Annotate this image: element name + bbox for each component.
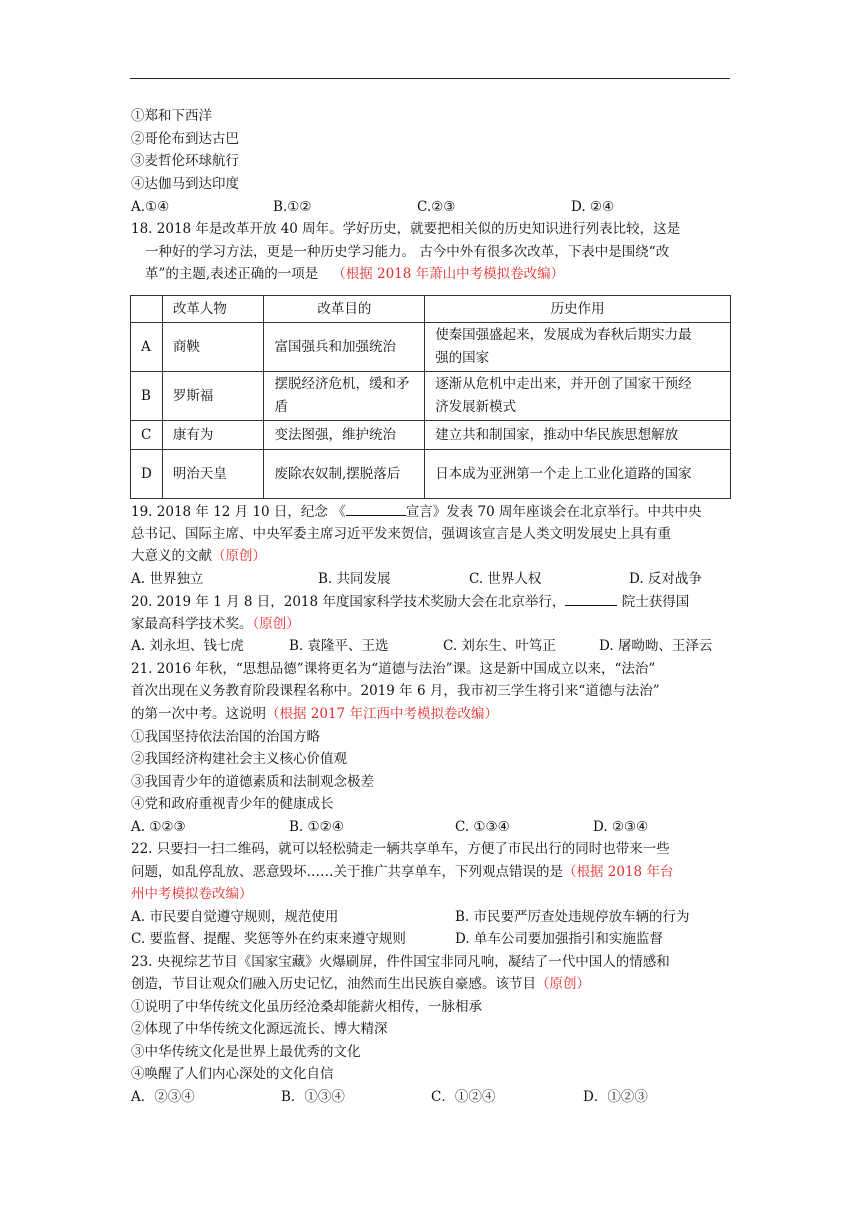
q23-stem-line1: 23. 央视综艺节目《国家宝藏》火爆刷屏，件件国宝非同凡响，凝结了一代中国人的情感和 (131, 954, 670, 970)
row-purpose: 变法图强，维护统治 (264, 421, 425, 450)
purpose-line: 盾 (274, 399, 288, 415)
row-effect: 建立共和制国家，推动中华民族思想解放 (425, 421, 731, 450)
q21-item-3: ③我国青少年的道德素质和法制观念极差 (131, 774, 374, 790)
table-header-cell: 改革目的 (264, 296, 425, 323)
q17-item-3: ③麦哲伦环球航行 (131, 153, 239, 169)
q19-option-d: D. 反对战争 (629, 571, 702, 587)
q21-source: （根据 2017 年江西中考模拟卷改编） (266, 706, 498, 722)
q21-stem-line1: 21. 2016 年秋，“思想品德”课将更名为“道德与法治”课。这是新中国成立以来，“法治” (131, 661, 656, 677)
q22-stem-line2 (131, 862, 673, 882)
table-row (131, 450, 731, 499)
q22-option-b: B. 市民要严厉查处违规停放车辆的行为 (455, 909, 690, 925)
q23-option-a: A．②③④ (131, 1089, 195, 1105)
q21-item-1: ①我国坚持依法治国的治国方略 (131, 729, 320, 745)
q21-option-d: D. ②③④ (593, 819, 649, 835)
q18-stem-line2: 一种好的学习方法，更是一种历史学习能力。 古今中外有很多次改革，下表中是围绕“改 (145, 244, 670, 260)
q21-option-c: C. ①③④ (455, 819, 510, 835)
table-header-cell: 改革人物 (162, 296, 264, 323)
q17-option-c: C.②③ (417, 199, 456, 215)
q19-stem-line3 (131, 546, 266, 566)
row-effect (425, 372, 731, 421)
q18-stem-text: 革”的主题,表述正确的一项是 (145, 266, 319, 282)
q20-stem-line2 (131, 614, 300, 634)
q23-option-b: B．①③④ (281, 1089, 345, 1105)
q22-stem-line1: 22. 只要扫一扫二维码，就可以轻松骑走一辆共享单车，方便了市民出行的同时也带来一些 (131, 841, 670, 857)
q19-stem-part-a: 19. 2018 年 12 月 10 日，纪念 《 (131, 504, 346, 520)
q17-option-d: D. ②④ (571, 199, 615, 215)
effect-line: 逐渐从危机中走出来，并开创了国家干预经 (435, 376, 692, 392)
q22-option-c: C. 要监督、提醒、奖惩等外在约束来遵守规则 (131, 931, 406, 947)
table-row (131, 421, 731, 450)
row-label: C (131, 421, 163, 450)
q20-source: （原创） (252, 616, 300, 632)
effect-line: 济发展新模式 (435, 399, 517, 415)
q21-stem-text: 的第一次中考。这说明 (131, 706, 266, 722)
q18-stem-line3 (145, 264, 564, 284)
q23-item-3: ③中华传统文化是世界上最优秀的文化 (131, 1044, 361, 1060)
answer-blank (565, 591, 617, 606)
q20-stem-text: 家最高科学技术奖。 (131, 616, 253, 632)
row-person: 明治天皇 (162, 450, 264, 499)
q19-stem-part-b: 宣言》发表 70 周年座谈会在北京举行。中共中央 (405, 504, 702, 520)
q20-stem-part-a: 20. 2019 年 1 月 8 日，2018 年度国家科学技术奖励大会在北京举行， (131, 594, 566, 610)
row-label: D (131, 450, 163, 499)
table-row (131, 323, 731, 372)
q20-option-b: B. 袁隆平、王选 (289, 638, 389, 654)
row-purpose (264, 372, 425, 421)
q23-source: （原创） (536, 976, 590, 992)
row-person: 罗斯福 (162, 372, 264, 421)
q23-item-1: ①说明了中华传统文化虽历经沧桑却能薪火相传，一脉相承 (131, 999, 482, 1015)
effect-line: 强的国家 (435, 350, 490, 366)
q20-option-d: D. 屠呦呦、王泽云 (599, 638, 713, 654)
q19-stem-text: 大意义的文献 (131, 548, 212, 564)
q20-option-c: C. 刘东生、叶笃正 (443, 638, 556, 654)
q23-option-c: C．①②④ (431, 1089, 496, 1105)
purpose-line: 富国强兵和加强统治 (274, 338, 396, 355)
row-purpose (264, 323, 425, 372)
row-label: B (131, 372, 163, 421)
q22-stem-text: 问题，如乱停乱放、恶意毁坏……关于推广共享单车，下列观点错误的是 (131, 864, 563, 880)
row-person: 康有为 (162, 421, 264, 450)
q22-option-d: D. 单车公司要加强指引和实施监督 (455, 931, 663, 947)
q19-option-b: B. 共同发展 (318, 571, 391, 587)
q18-stem-line1: 18. 2018 年是改革开放 40 周年。学好历史，就要把相关似的历史知识进行列表比较，这是 (131, 221, 681, 237)
q19-stem-line1 (131, 501, 702, 522)
q17-item-4: ④达伽马到达印度 (131, 176, 239, 192)
q21-option-b: B. ①②④ (289, 819, 344, 835)
q23-stem-text: 创造，节目让观众们融入历史记忆，油然而生出民族自豪感。该节目 (131, 976, 536, 992)
q21-stem-line3 (131, 704, 498, 724)
q22-source: （根据 2018 年台 (563, 864, 674, 880)
q23-stem-line2 (131, 974, 590, 994)
row-label: A (131, 323, 163, 372)
q19-option-c: C. 世界人权 (469, 571, 542, 587)
q19-source: （原创） (212, 548, 266, 564)
q18-source: （根据 2018 年萧山中考模拟卷改编） (332, 266, 565, 282)
q21-item-2: ②我国经济构建社会主义核心价值观 (131, 751, 347, 767)
q23-item-4: ④唤醒了人们内心深处的文化自信 (131, 1066, 334, 1082)
table-header-row (131, 296, 731, 323)
purpose-line: 摆脱经济危机，缓和矛 (274, 376, 410, 392)
table-header-cell (131, 296, 163, 323)
header-rule (130, 78, 730, 79)
row-effect: 日本成为亚洲第一个走上工业化道路的国家 (425, 450, 731, 499)
q20-stem-line1 (131, 591, 689, 612)
q20-stem-part-b: 院士获得国 (617, 594, 690, 610)
q21-stem-line2: 首次出现在义务教育阶段课程名称中。2019 年 6 月，我市初三学生将引来“道德与法治” (131, 683, 660, 699)
q17-item-2: ②哥伦布到达古巴 (131, 131, 239, 147)
q21-item-4: ④党和政府重视青少年的健康成长 (131, 796, 334, 812)
q17-option-b: B.①② (273, 199, 312, 215)
q22-option-a: A. 市民要自觉遵守规则，规范使用 (131, 909, 339, 925)
q19-option-a: A. 世界独立 (131, 571, 204, 587)
answer-blank (346, 501, 406, 516)
table-header-cell: 历史作用 (425, 296, 731, 323)
q23-item-2: ②体现了中华传统文化源远流长、博大精深 (131, 1021, 388, 1037)
table-row (131, 372, 731, 421)
q19-stem-line2: 总书记、国际主席、中央军委主席习近平发来贺信，强调该宣言是人类文明发展史上具有重 (131, 526, 671, 542)
q21-option-a: A. ①②③ (131, 819, 186, 835)
q20-option-a: A. 刘永坦、钱七虎 (131, 638, 244, 654)
row-effect (425, 323, 731, 372)
q17-item-1: ①郑和下西洋 (131, 108, 212, 124)
row-person: 商鞅 (162, 323, 264, 372)
q18-reform-table (130, 295, 731, 499)
q22-source-cont: 州中考模拟卷改编） (131, 886, 253, 902)
q17-option-a: A.①④ (131, 199, 170, 215)
row-purpose: 废除农奴制,摆脱落后 (264, 450, 425, 499)
effect-line: 使秦国强盛起来，发展成为春秋后期实力最 (435, 327, 692, 343)
q23-option-d: D．①②③ (583, 1089, 648, 1105)
